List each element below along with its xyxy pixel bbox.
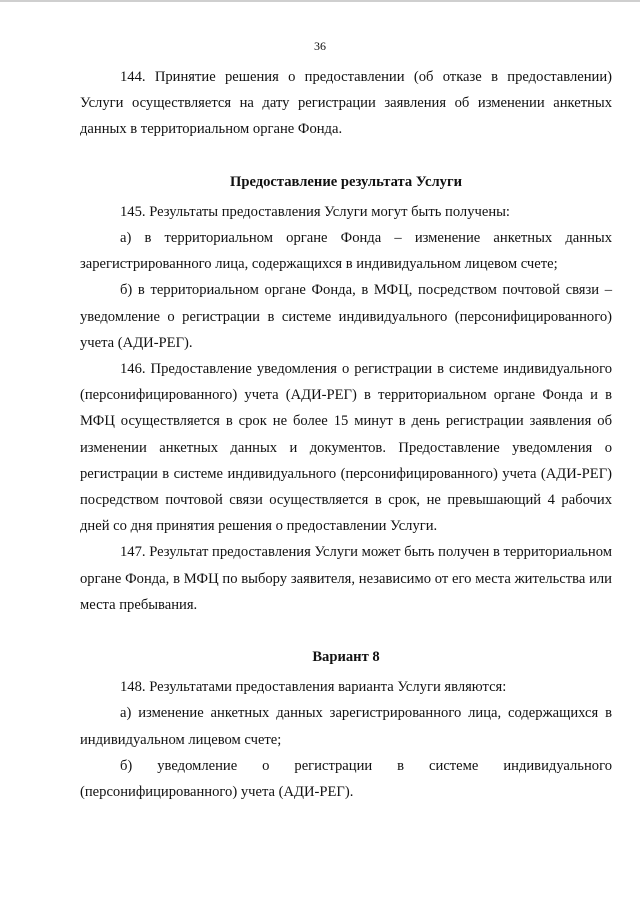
document-body — [80, 64, 612, 805]
paragraph-145-b: б) в территориальном органе Фонда, в МФЦ, посредством почтовой связи – уведомление о регистрации в системе индивидуального (персонифицированного) учета (АДИ-РЕГ). — [80, 282, 612, 351]
paragraph-146: 146. Предоставление уведомления о регистрации в системе индивидуального (персонифицированного) учета (АДИ-РЕГ) в территориальном органе Фонда и в МФЦ осуществляется в срок не более 15 минут в день регистрации заявления об изменении анкетных данных и документов. Предоставление уведомления о регистрации в системе индивидуального (персонифицированного) учета (АДИ-РЕГ) посредством почтовой связи осуществляется в срок, не превышающий 4 рабочих дней со дня принятия решения о предоставлении Услуги. — [80, 361, 612, 535]
paragraph-145-a: а) в территориальном органе Фонда – изменение анкетных данных зарегистрированного лица, содержащихся в индивидуальном лицевом счете; — [80, 230, 612, 273]
paragraph-147: 147. Результат предоставления Услуги может быть получен в территориальном органе Фонда, в МФЦ по выбору заявителя, независимо от его места жительства или места пребывания. — [80, 544, 612, 613]
page-number: 36 — [314, 39, 326, 53]
paragraph-148: 148. Результатами предоставления варианта Услуги являются: — [120, 679, 507, 696]
section-heading-result: Предоставление результата Услуги — [230, 173, 462, 190]
section-heading-variant-8: Вариант 8 — [312, 649, 380, 666]
paragraph-148-b: б) уведомление о регистрации в системе индивидуального (персонифицированного) учета (АДИ-РЕГ). — [80, 757, 612, 801]
paragraph-145: 145. Результаты предоставления Услуги могут быть получены: — [120, 203, 510, 220]
paragraph-144: 144. Принятие решения о предоставлении (об отказе в предоставлении) Услуги осуществляется на дату регистрации заявления об изменении анкетных данных в территориальном органе Фонда. — [80, 69, 612, 138]
paragraph-148-a: а) изменение анкетных данных зарегистрированного лица, содержащихся в индивидуальном лицевом счете; — [80, 705, 612, 748]
